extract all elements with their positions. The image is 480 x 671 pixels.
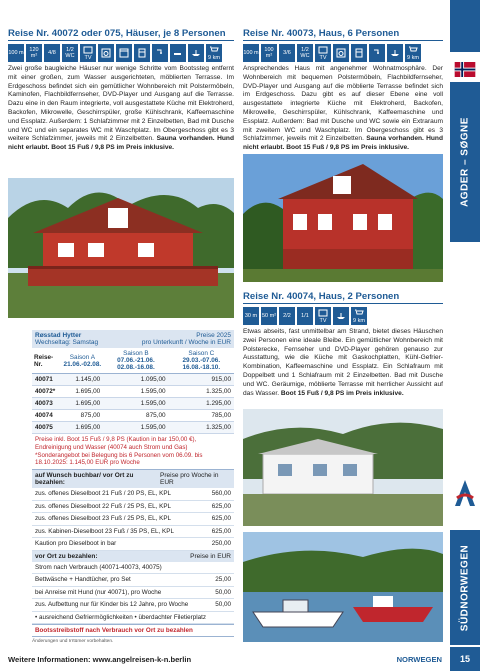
extra-row bbox=[32, 538, 234, 551]
distance-sea-icon bbox=[243, 44, 259, 62]
extra-label: • ausreichend Gefriermöglichkeiten • überdachter Filetierplatz bbox=[35, 613, 207, 621]
optional-rows bbox=[32, 488, 234, 551]
price-col-header bbox=[169, 348, 234, 374]
extra-price: 625,00 bbox=[211, 502, 231, 510]
house1-icons bbox=[8, 44, 234, 62]
col-label: Saison B bbox=[123, 350, 149, 357]
fuel-note: Bootsstreibstoff nach Verbrauch vor Ort zu bezahlen bbox=[32, 624, 234, 637]
price-cell: 1.295,00 bbox=[169, 398, 234, 410]
trip-number: 40072* bbox=[32, 386, 62, 398]
col-label: Reise-Nr. bbox=[34, 353, 54, 368]
extra-price: 625,00 bbox=[211, 527, 231, 535]
extra-label: Kaution pro Dieselboot in bar bbox=[35, 540, 117, 548]
extra-row bbox=[32, 599, 234, 612]
col-label: Saison A bbox=[69, 353, 95, 361]
house1-title: Reise Nr. 40072 oder 075, Häuser, je 8 Personen bbox=[8, 28, 234, 41]
boats-photo bbox=[243, 532, 443, 642]
distance-sea-icon bbox=[8, 44, 24, 62]
trip-number: 40074 bbox=[32, 410, 62, 422]
price-cell: 1.595,00 bbox=[103, 398, 168, 410]
extra-price bbox=[227, 614, 231, 622]
price-row bbox=[32, 398, 234, 410]
price-unit: pro Unterkunft / Woche in EUR bbox=[141, 339, 231, 346]
optional-header-right: Preise pro Woche in EUR bbox=[160, 472, 219, 487]
extra-row bbox=[32, 612, 234, 625]
washing-machine-icon bbox=[98, 44, 114, 62]
extra-price: 250,00 bbox=[211, 540, 231, 548]
washing-machine-icon bbox=[333, 44, 349, 62]
optional-header-left: auf Wunsch buchbar/ vor Ort zu bezahlen: bbox=[35, 472, 134, 487]
house3-title: Reise Nr. 40074, Haus, 2 Personen bbox=[243, 291, 443, 304]
icon-label: 1/2 WC bbox=[65, 47, 75, 59]
icon-label: 2/2 bbox=[283, 313, 291, 319]
house2-title: Reise Nr. 40073, Haus, 6 Personen bbox=[243, 28, 443, 41]
price-cell: 875,00 bbox=[103, 410, 168, 422]
icon-label: 9 km bbox=[407, 55, 419, 61]
house3-section bbox=[243, 291, 443, 398]
extra-label: zus. Aufbettung nur für Kinder bis 12 Jahre, pro Woche bbox=[35, 601, 189, 609]
house3-text: Etwas abseits, fast unmittelbar am Strand, bietet dieses Häuschen zwei Personen eine ideale Bleibe. Ein gemütlicher Wohnbereich mit Polsterecke, Fernseher und DVD-Player gehören genauso zur Ausstattung, wie die Küche mit Gaskochplatten, Kühl-Gefrier-Kombination, Kaffeemaschine und Essplatz. Ein Schlafraum mit Doppelbett und 1 Schlafraum mit 2 Einzelbetten. Bad mit Dusche und WC. Geräumige, möblierte Terrasse mit herrlicher Aussicht auf das Wasser. bbox=[243, 328, 443, 397]
house2-section bbox=[243, 28, 443, 153]
brand-logo-icon bbox=[453, 478, 477, 510]
bedrooms-icon bbox=[279, 307, 295, 325]
area-icon bbox=[261, 44, 277, 62]
footer-country: NORWEGEN bbox=[396, 654, 442, 664]
price-row bbox=[32, 386, 234, 398]
col-label: Saison C bbox=[188, 350, 215, 357]
boat-icon bbox=[333, 307, 349, 325]
extra-label: zus. offenes Dieselboot 23 Fuß / 25 PS, EL, KPL bbox=[35, 515, 172, 523]
icon-label: 1/1 bbox=[301, 313, 309, 319]
trip-number: 40075 bbox=[32, 422, 62, 434]
house2-description bbox=[243, 65, 443, 153]
extra-price: 50,00 bbox=[215, 588, 231, 596]
house2-bold: Sauna vorhanden. Hund nicht erlaubt. Boot 15 Fuß / 9,8 PS im Preis inklusive. bbox=[243, 135, 443, 152]
changeover-day: Wechseltag: Samstag bbox=[35, 339, 99, 346]
region-label-south bbox=[450, 530, 480, 645]
bedrooms-icon bbox=[44, 44, 60, 62]
price-cell: 785,00 bbox=[169, 410, 234, 422]
price-table bbox=[32, 348, 234, 434]
extra-price bbox=[227, 564, 231, 572]
icon-label: 50 m² bbox=[261, 313, 277, 319]
onsite-header-right: Preise in EUR bbox=[190, 552, 231, 560]
icon-label: 100 m bbox=[243, 50, 259, 56]
icon-label: 100 m bbox=[8, 50, 24, 56]
house2-text: Ansprechendes Haus mit angenehmer Wohnatmosphäre. Der Wohnbereich mit bequemen Polstermöbeln, Flachbildfernseher, DVD-Player und Ausgang auf die möblierte Terrasse befindet sich im Erdgeschoss. Dazu gibt es auf dieser Ebene eine voll ausgestattete integrierte Küche mit Elektroherd, Backofen, Mikrowelle, Geschirrspüler, Kühlschrank, Kaffeemaschine und Essplatz. Außerdem: Bad mit Dusche und WC sowie ein Extraraum mit zweitem WC und Waschplatz. Im Obergeschoss gibt es 3 Schlafzimmer, jeweils mit 2 Einzelbetten. bbox=[243, 65, 443, 143]
area-icon bbox=[26, 44, 42, 62]
price-note: Preise inkl. Boot 15 Fuß / 9,8 PS (Kaution in bar 150,00 €), Endreinigung und Wasser (40074 auch Strom und Gas) *Sonderangebot bei Belegung bis 6 Personen vom 06.09. bis 18.10.2025: 1.145,00 EUR pro Woche bbox=[32, 434, 234, 470]
page-number: 15 bbox=[450, 647, 480, 671]
freezer-icon bbox=[351, 44, 367, 62]
house1-bold: Sauna vorhanden. Hund nicht erlaubt. Boot 15 Fuß / 9,8 PS im Preis inklusive. bbox=[8, 135, 234, 152]
price-row bbox=[32, 410, 234, 422]
shopping-icon bbox=[405, 44, 421, 62]
disclaimer: Änderungen und Irrtümer vorbehalten. bbox=[32, 639, 114, 645]
optional-header bbox=[32, 470, 234, 488]
price-col-header bbox=[62, 348, 104, 374]
price-cell: 1.095,00 bbox=[103, 374, 168, 386]
icon-label: 3/6 bbox=[283, 50, 291, 56]
extra-label: Bettwäsche + Handtücher, pro Set bbox=[35, 576, 131, 584]
extra-row bbox=[32, 488, 234, 501]
extra-label: zus. Kabinen-Dieselboot 23 Fuß / 35 PS, EL, KPL bbox=[35, 527, 174, 535]
price-col-header bbox=[103, 348, 168, 374]
icon-label: TV bbox=[84, 55, 92, 61]
shower-icon bbox=[369, 44, 385, 62]
onsite-header-left: vor Ort zu bezahlen: bbox=[35, 552, 98, 560]
col-dates: 29.03.-07.06. 16.08.-18.10. bbox=[182, 357, 221, 371]
shower-icon bbox=[152, 44, 168, 62]
price-row bbox=[32, 422, 234, 434]
house2-icons bbox=[243, 44, 443, 62]
extra-label: bei Anreise mit Hund (nur 40071), pro Woche bbox=[35, 588, 162, 596]
region2-text: SÜDNORWEGEN bbox=[459, 544, 471, 631]
trip-number: 40071 bbox=[32, 374, 62, 386]
price-cell: 1.325,00 bbox=[169, 422, 234, 434]
footer-website: Weitere Informationen: www.angelreisen-k-n.berlin bbox=[8, 654, 192, 664]
icon-label: 9 km bbox=[208, 55, 220, 61]
price-cell: 1.695,00 bbox=[62, 386, 104, 398]
price-cell: 875,00 bbox=[62, 410, 104, 422]
col-dates: 07.06.-21.06. 02.08.-16.08. bbox=[117, 357, 155, 371]
icon-label: 30 m bbox=[244, 313, 258, 319]
bathrooms-icon bbox=[297, 44, 313, 62]
extra-row bbox=[32, 562, 234, 575]
region-label-agder bbox=[450, 82, 480, 242]
price-cell: 1.325,00 bbox=[169, 386, 234, 398]
onsite-header bbox=[32, 551, 234, 562]
bathrooms-icon bbox=[62, 44, 78, 62]
extra-price: 625,00 bbox=[211, 515, 231, 523]
area-icon bbox=[261, 307, 277, 325]
price-year: Preise 2025 bbox=[196, 332, 231, 339]
freezer-icon bbox=[134, 44, 150, 62]
price-table-header bbox=[32, 330, 234, 348]
house3-bold: Boot 15 Fuß / 9,8 PS im Preis inklusive. bbox=[280, 389, 404, 397]
extra-row bbox=[32, 513, 234, 526]
icon-label: 1/2 WC bbox=[300, 47, 310, 59]
price-cell: 1.695,00 bbox=[62, 422, 104, 434]
house1-text: Zwei große baugleiche Häuser nur wenige Schritte vom Bootssteg entfernt mit einer großen, zum Wasser ausgerichteten, möblierten Terrasse. Im Erdgeschoss befindet sich ein gemütlicher Wohnbereich mit Polstermöbeln, Kaminofen, Flachbildfernseher, DVD-Player und Ausgang auf die Terrasse. Dazu eine in den Raum integrierte, voll ausgestattete Küche mit Elektroherd, Backofen, Mikrowelle, Geschirrspüler, große Kühlschrank, Kaffeemaschine und Essplatz. Außerdem: 1 Schlafzimmer mit 2 Einzelbetten, Bad mit Dusche und WC und ein separates WC mit Waschplatz. Im Obergeschoss gibt es 3 weitere Schlafzimmer, jeweils mit 2 Einzelbetten. bbox=[8, 65, 234, 143]
tv-icon bbox=[315, 44, 331, 62]
price-cell: 1.695,00 bbox=[62, 398, 104, 410]
house3-description bbox=[243, 328, 443, 398]
house1-description bbox=[8, 65, 234, 153]
icon-label: 100 m² bbox=[264, 47, 274, 59]
icon-label: 4/8 bbox=[48, 50, 56, 56]
icon-label: 120 m² bbox=[29, 47, 39, 59]
smoking-icon bbox=[170, 44, 186, 62]
price-cell: 1.595,00 bbox=[103, 422, 168, 434]
tv-icon bbox=[315, 307, 331, 325]
shopping-icon bbox=[206, 44, 222, 62]
extra-label: zus. offenes Dieselboot 22 Fuß / 25 PS, EL, KPL bbox=[35, 502, 172, 510]
tv-icon bbox=[80, 44, 96, 62]
extra-label: Strom nach Verbrauch (40071-40073, 40075) bbox=[35, 563, 162, 571]
house2-photo bbox=[243, 154, 443, 282]
extra-row bbox=[32, 587, 234, 600]
house3-photo bbox=[243, 409, 443, 526]
extra-price: 50,00 bbox=[215, 601, 231, 609]
price-table-block bbox=[32, 330, 234, 644]
price-row bbox=[32, 374, 234, 386]
shopping-icon bbox=[351, 307, 367, 325]
house3-icons bbox=[243, 307, 443, 325]
house1-photo bbox=[8, 178, 234, 318]
sidebar-top-bar bbox=[450, 0, 480, 52]
bathrooms-icon bbox=[297, 307, 313, 325]
extra-label: zus. offenes Dieselboot 21 Fuß / 20 PS, EL, KPL bbox=[35, 490, 172, 498]
price-cell: 915,00 bbox=[169, 374, 234, 386]
icon-label: TV bbox=[319, 55, 327, 61]
boat-icon bbox=[387, 44, 403, 62]
price-cell: 1.145,00 bbox=[62, 374, 104, 386]
trip-number: 40073 bbox=[32, 398, 62, 410]
distance-sea-icon bbox=[243, 307, 259, 325]
extra-row bbox=[32, 526, 234, 539]
dishwasher-icon bbox=[116, 44, 132, 62]
resort-name: Røsstad Hytter bbox=[35, 332, 82, 339]
norway-flag-icon bbox=[454, 62, 476, 77]
boat-icon bbox=[188, 44, 204, 62]
region1-text: AGDER – SØGNE bbox=[459, 117, 471, 207]
col-dates: 21.06.-02.08. bbox=[63, 360, 102, 368]
icon-label: TV bbox=[319, 318, 327, 324]
price-col-header bbox=[32, 348, 62, 374]
bedrooms-icon bbox=[279, 44, 295, 62]
footer bbox=[0, 647, 450, 671]
icon-label: 9 km bbox=[353, 318, 365, 324]
extra-price: 560,00 bbox=[211, 490, 231, 498]
extra-price: 25,00 bbox=[215, 576, 231, 584]
sidebar bbox=[450, 0, 480, 671]
house1-section bbox=[8, 28, 234, 153]
extra-row bbox=[32, 501, 234, 514]
price-cell: 1.595,00 bbox=[103, 386, 168, 398]
onsite-rows bbox=[32, 562, 234, 625]
extra-row bbox=[32, 574, 234, 587]
